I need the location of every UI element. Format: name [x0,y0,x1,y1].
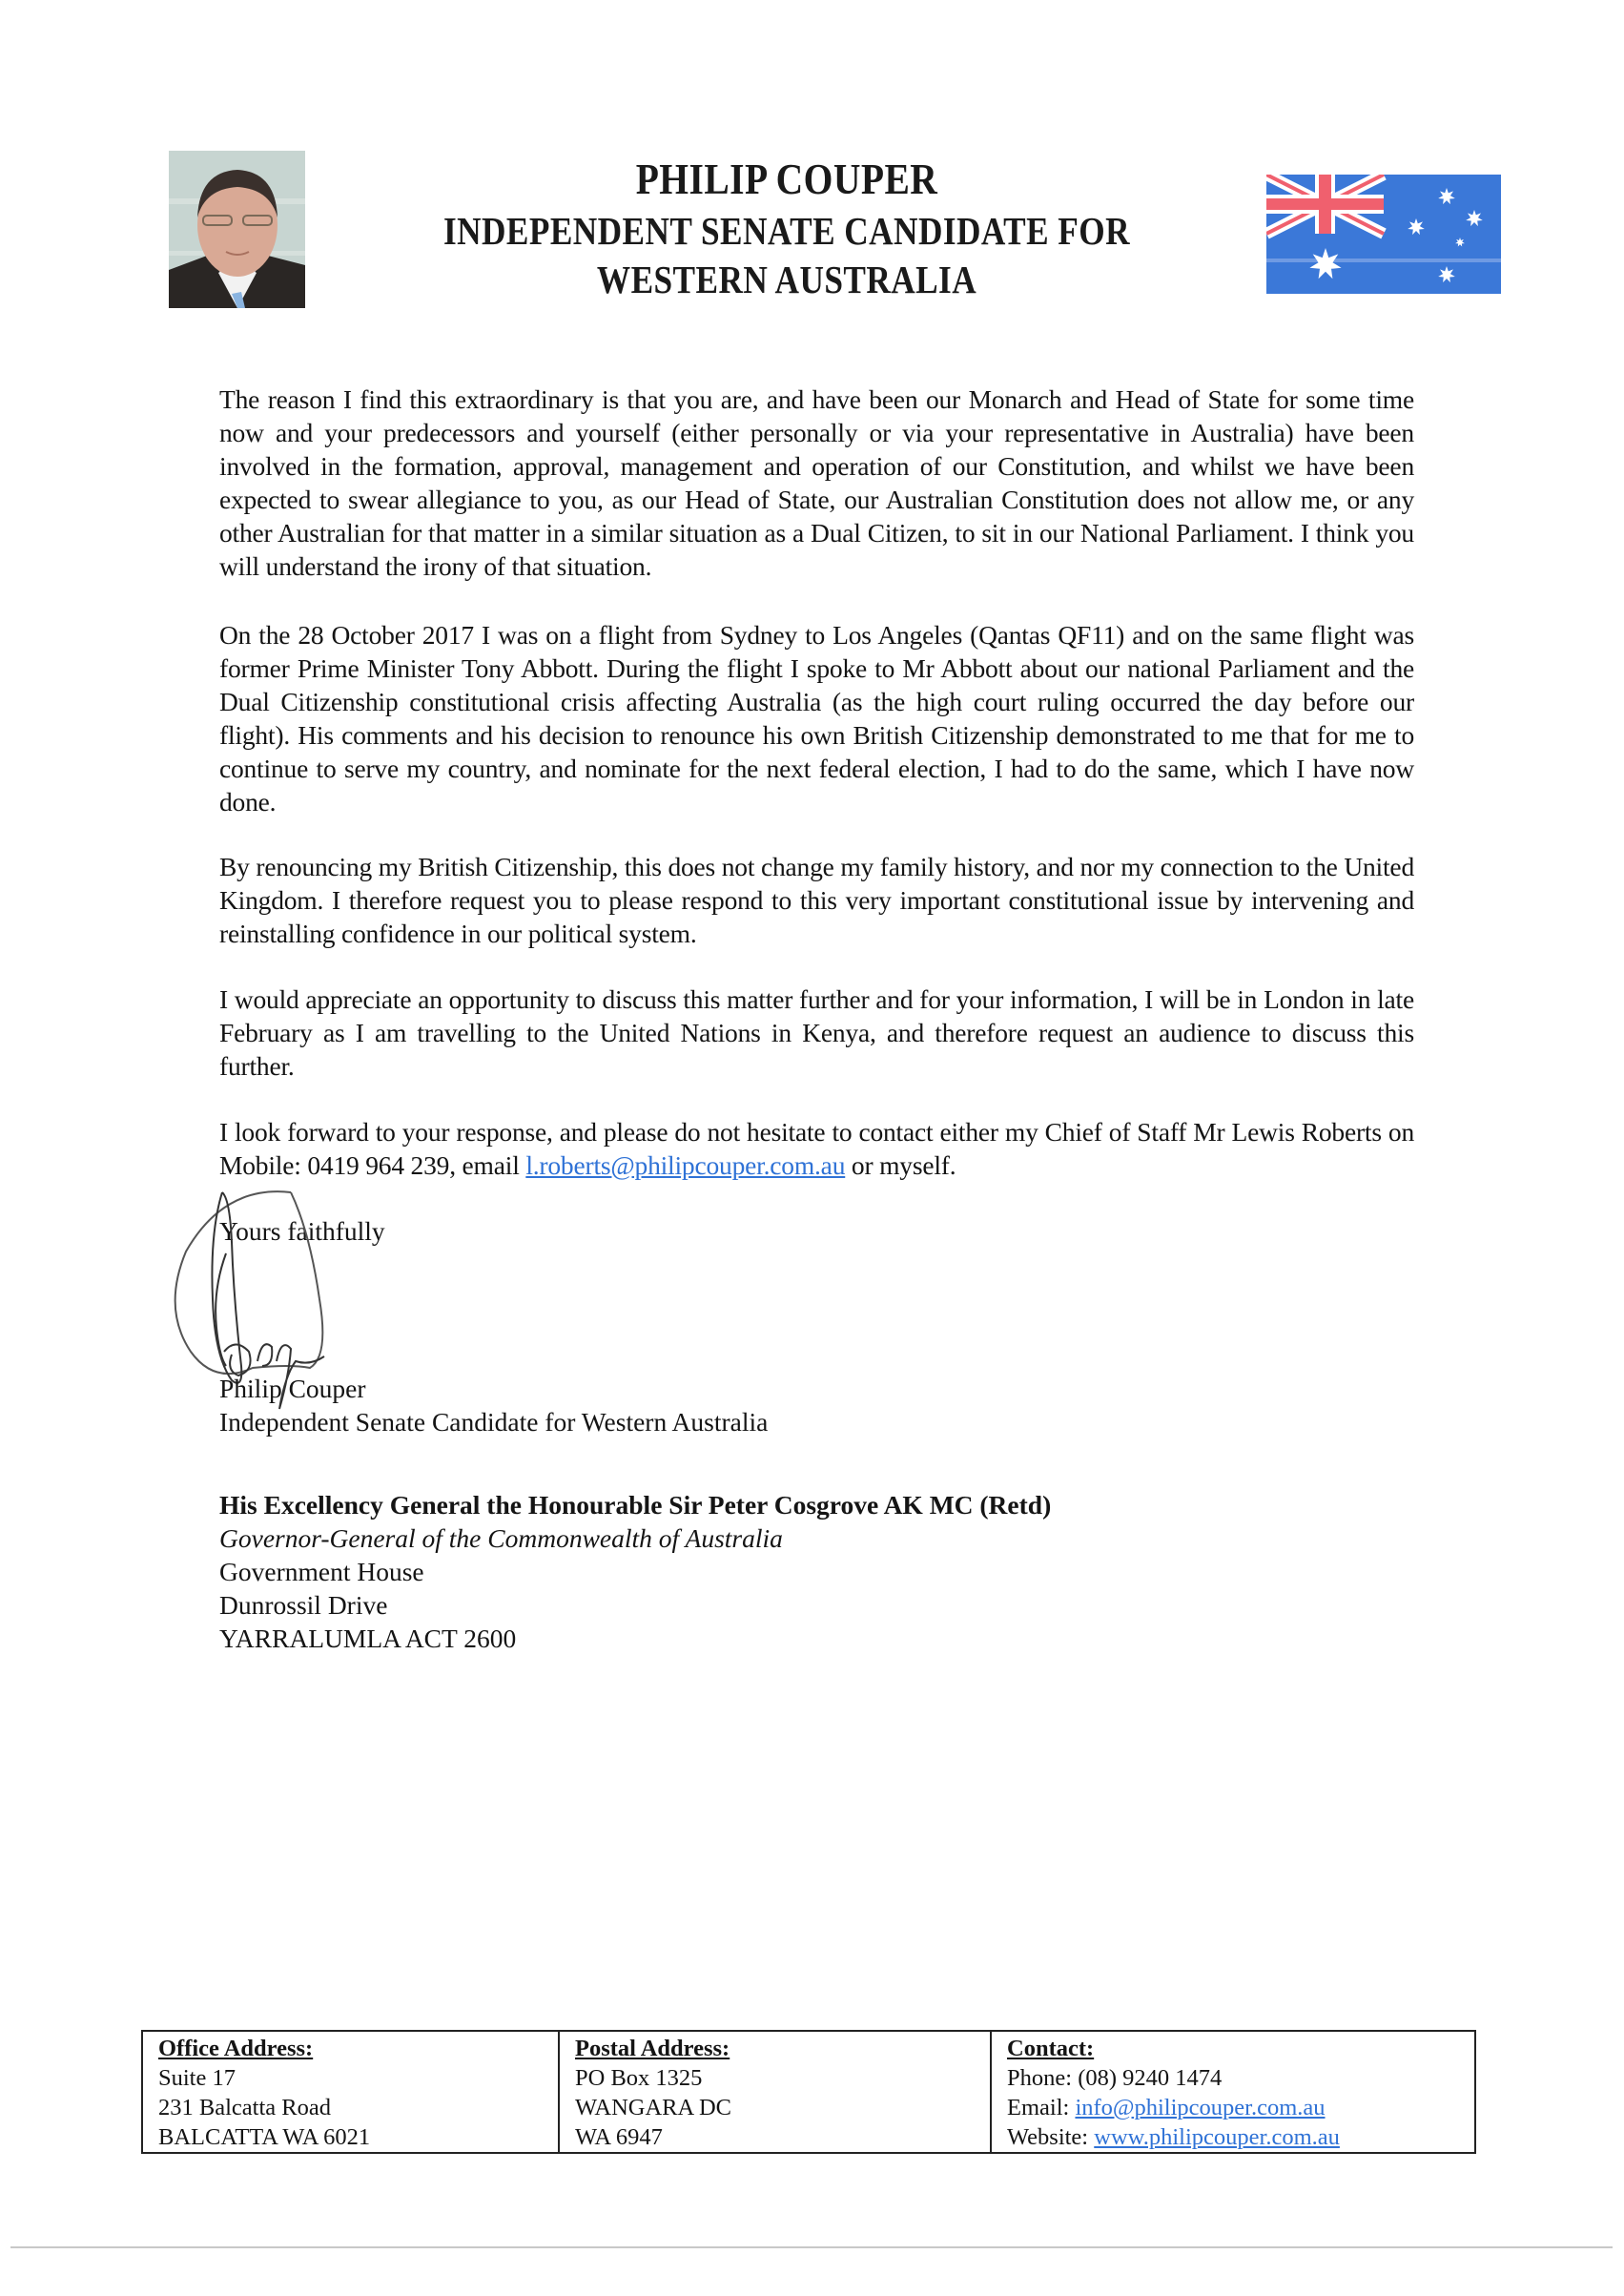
phone-number: (08) 9240 1474 [1078,2065,1223,2091]
paragraph-3: By renouncing my British Citizenship, this does not change my family history, and nor my connection to the United Kingdom. I therefore request you to please respond to this very important constitutional issue by intervening and reinstalling confidence in our political system. [219,852,1414,948]
office-address-line: Suite 17 [158,2065,236,2091]
contact-phone-row [1007,2063,1474,2093]
chief-of-staff-email-link[interactable]: l.roberts@philipcouper.com.au [525,1150,846,1180]
addressee-address-line-2: Dunrossil Drive [219,1590,388,1620]
paragraph-5-text: I look forward to your response, and please do not hesitate to contact either my Chief of Staff Mr Lewis Roberts on Mobile: 0419 964 239, email [219,1117,1414,1180]
contact-heading: Contact: [1007,2036,1095,2061]
postal-address-line: WANGARA DC [575,2095,732,2120]
contact-email-row [1007,2093,1474,2122]
candidate-photo [169,151,305,308]
postal-address-heading: Postal Address: [575,2036,730,2061]
office-address-line: BALCATTA WA 6021 [158,2124,371,2150]
australian-flag [1266,175,1501,294]
website-label: Website: [1007,2124,1095,2150]
addressee-name: His Excellency General the Honourable Sir Peter Cosgrove AK MC (Retd) [219,1490,1052,1520]
page-bottom-rule [10,2246,1613,2248]
footer-contact-table [141,2030,1476,2154]
candidate-name-heading: PHILIP COUPER [635,155,938,203]
candidate-portrait-icon [169,151,305,308]
postal-address-line: WA 6947 [575,2124,663,2150]
paragraph-5-tail: or myself. [845,1150,956,1180]
candidate-subtitle-line-1: INDEPENDENT SENATE CANDIDATE FOR [442,209,1131,253]
addressee-address-line-3: YARRALUMLA ACT 2600 [219,1624,517,1653]
office-address-column [143,2032,558,2152]
candidate-subtitle-line-2: WESTERN AUSTRALIA [596,258,977,301]
website-link[interactable]: www.philipcouper.com.au [1094,2124,1340,2150]
paragraph-5 [219,1115,1414,1182]
email-label: Email: [1007,2095,1076,2120]
addressee-address-line-1: Government House [219,1557,424,1586]
addressee-role: Governor-General of the Commonwealth of Australia [219,1523,783,1553]
postal-address-column [558,2032,990,2152]
office-address-line: 231 Balcatta Road [158,2095,331,2120]
phone-label: Phone: [1007,2065,1079,2091]
paragraph-4: I would appreciate an opportunity to discuss this matter further and for your information, I will be in London in late February as I am travelling to the United Nations in Kenya, and therefore request an audience to discuss this further. [219,984,1414,1081]
postal-address-line: PO Box 1325 [575,2065,703,2091]
signatory-title: Independent Senate Candidate for Western Australia [219,1407,769,1437]
contact-column [990,2032,1474,2152]
closing-salutation: Yours faithfully [219,1216,385,1246]
paragraph-2: On the 28 October 2017 I was on a flight from Sydney to Los Angeles (Qantas QF11) and on the same flight was former Prime Minister Tony Abbott. During the flight I spoke to Mr Abbott about our national Parliament and the Dual Citizenship constitutional crisis affecting Australia (as the high court ruling occurred the day before our flight). His comments and his decision to renounce his own British Citizenship demonstrated to me that for me to continue to serve my country, and nominate for the next federal election, I had to do the same, which I have now done. [219,620,1414,817]
signatory-name: Philip Couper [219,1374,366,1403]
office-address-heading: Office Address: [158,2036,314,2061]
paragraph-1: The reason I find this extraordinary is that you are, and have been our Monarch and Head of State for some time now and your predecessors and yourself (either personally or via your representative in Australia) have been involved in the formation, approval, management and operation of our Constitution, and whilst we have been expected to swear allegiance to you, as our Head of State, our Australian Constitution does not allow me, or any other Australian for that matter in a similar situation as a Dual Citizen, to sit in our National Parliament. I think you will understand the irony of that situation. [219,384,1414,581]
contact-website-row [1007,2122,1474,2152]
contact-email-link[interactable]: info@philipcouper.com.au [1075,2095,1326,2120]
australian-flag-icon [1266,175,1501,294]
